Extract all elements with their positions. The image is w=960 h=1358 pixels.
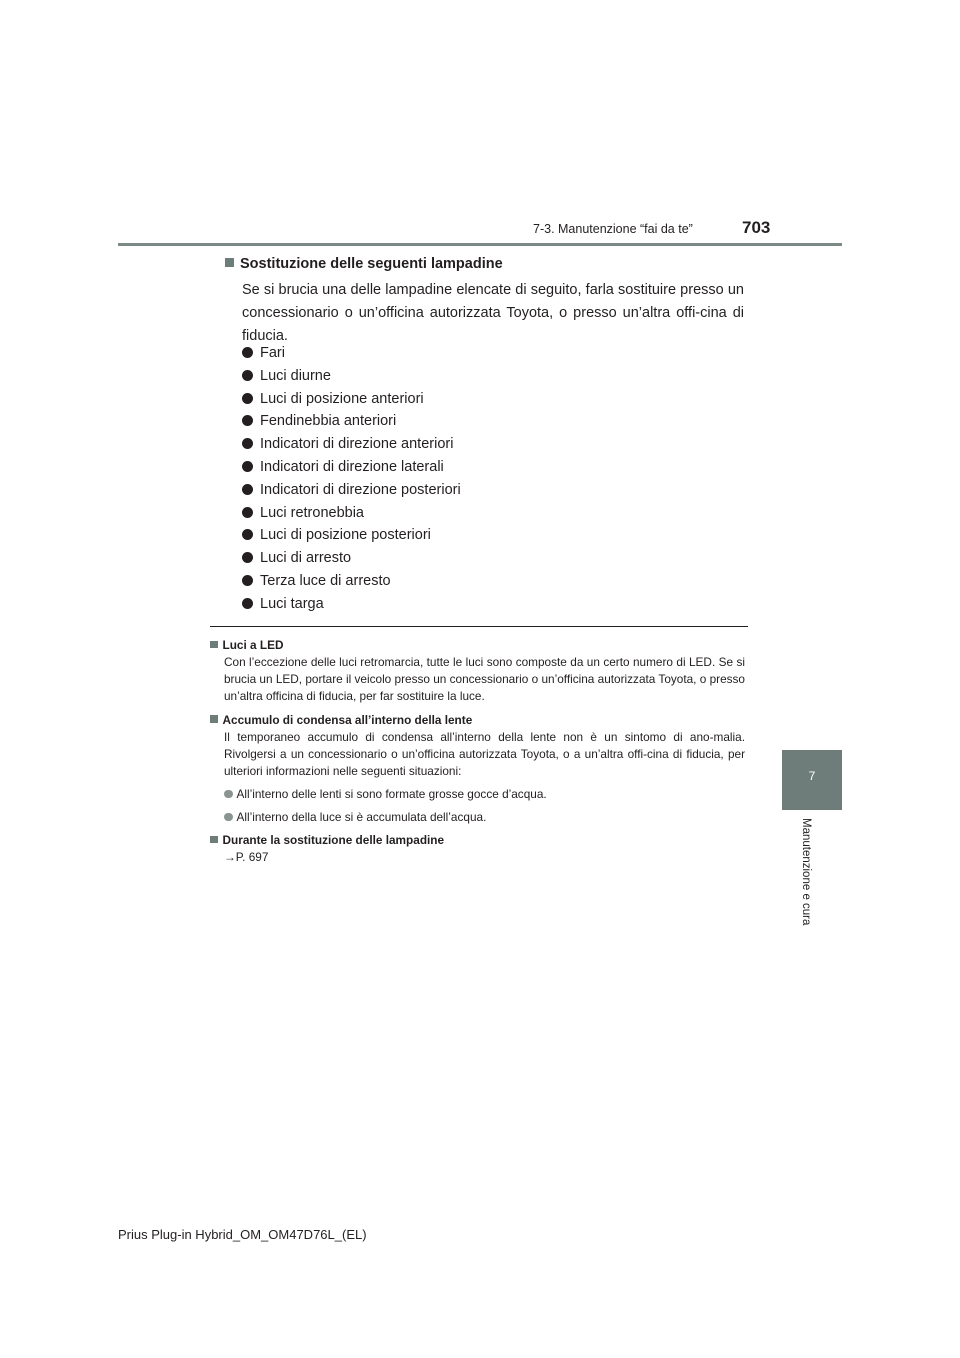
section-heading-text: Sostituzione delle seguenti lampadine bbox=[240, 256, 503, 272]
bullet-dot-icon bbox=[242, 438, 253, 449]
list-item: All’interno della luce si è accumulata dell’acqua. bbox=[210, 809, 745, 826]
bullet-dot-icon bbox=[242, 484, 253, 495]
list-item: Luci di arresto bbox=[242, 547, 461, 570]
chapter-number: 7 bbox=[808, 769, 816, 783]
note-body-led: Con l’eccezione delle luci retromarcia, tutte le luci sono composte da un certo numero di LED. Se si brucia un LED, portare il veicolo presso un concessionario o un’officina autorizzata Toyota, o presso un’altra officina di fiducia, per far sostituire la luce. bbox=[224, 655, 745, 704]
note-title-condensation: Accumulo di condensa all’interno della lente bbox=[210, 712, 745, 729]
intro-paragraph: Se si brucia una delle lampadine elencate di seguito, farla sostituire presso un concessionario o un’officina autorizzata Toyota, o presso un’altra offi-cina di fiducia. bbox=[242, 282, 744, 344]
square-bullet-icon bbox=[225, 258, 234, 267]
square-bullet-icon bbox=[210, 641, 218, 649]
square-bullet-icon bbox=[210, 715, 218, 723]
note-title-led: Luci a LED bbox=[210, 637, 745, 654]
footer-document-id: Prius Plug-in Hybrid_OM_OM47D76L_(EL) bbox=[118, 1227, 367, 1242]
list-item: Fari bbox=[242, 342, 461, 365]
list-item: Luci targa bbox=[242, 593, 461, 616]
page-number: 703 bbox=[742, 218, 771, 237]
list-item: Indicatori di direzione laterali bbox=[242, 456, 461, 479]
bullet-dot-icon bbox=[224, 790, 233, 799]
square-bullet-icon bbox=[210, 836, 218, 844]
list-item: All’interno delle lenti si sono formate grosse gocce d’acqua. bbox=[210, 786, 745, 803]
bullet-dot-icon bbox=[242, 461, 253, 472]
list-item: Luci diurne bbox=[242, 365, 461, 388]
bullet-dot-icon bbox=[242, 347, 253, 358]
list-item: Luci di posizione posteriori bbox=[242, 524, 461, 547]
notes-section bbox=[210, 637, 745, 866]
header-section-title: 7-3. Manutenzione “fai da te” bbox=[533, 222, 693, 236]
note-title-replacement: Durante la sostituzione delle lampadine bbox=[210, 832, 745, 849]
bullet-dot-icon bbox=[242, 529, 253, 540]
bullet-dot-icon bbox=[242, 370, 253, 381]
bullet-dot-icon bbox=[242, 552, 253, 563]
bulb-list bbox=[242, 342, 461, 616]
bullet-dot-icon bbox=[242, 415, 253, 426]
chapter-side-title: Manutenzione e cura bbox=[800, 818, 812, 926]
section-separator bbox=[210, 626, 748, 627]
bullet-dot-icon bbox=[242, 393, 253, 404]
bullet-dot-icon bbox=[224, 813, 233, 822]
list-item: Indicatori di direzione anteriori bbox=[242, 433, 461, 456]
bullet-dot-icon bbox=[242, 507, 253, 518]
list-item: Luci retronebbia bbox=[242, 502, 461, 525]
bullet-dot-icon bbox=[242, 575, 253, 586]
list-item: Luci di posizione anteriori bbox=[242, 388, 461, 411]
list-item: Indicatori di direzione posteriori bbox=[242, 479, 461, 502]
bullet-dot-icon bbox=[242, 598, 253, 609]
section-heading bbox=[225, 256, 503, 272]
note-body-condensation: Il temporaneo accumulo di condensa all’interno della lente non è un sintomo di ano-malia. Rivolgersi a un concessionario o un’officina autorizzata Toyota, o a un’altra offi-cina di fiducia, per ulteriori informazioni nelle seguenti situazioni: bbox=[224, 729, 745, 779]
header-rule bbox=[118, 243, 842, 246]
list-item: Fendinebbia anteriori bbox=[242, 410, 461, 433]
page-reference-link[interactable]: →P. 697 bbox=[224, 850, 269, 865]
list-item: Terza luce di arresto bbox=[242, 570, 461, 593]
